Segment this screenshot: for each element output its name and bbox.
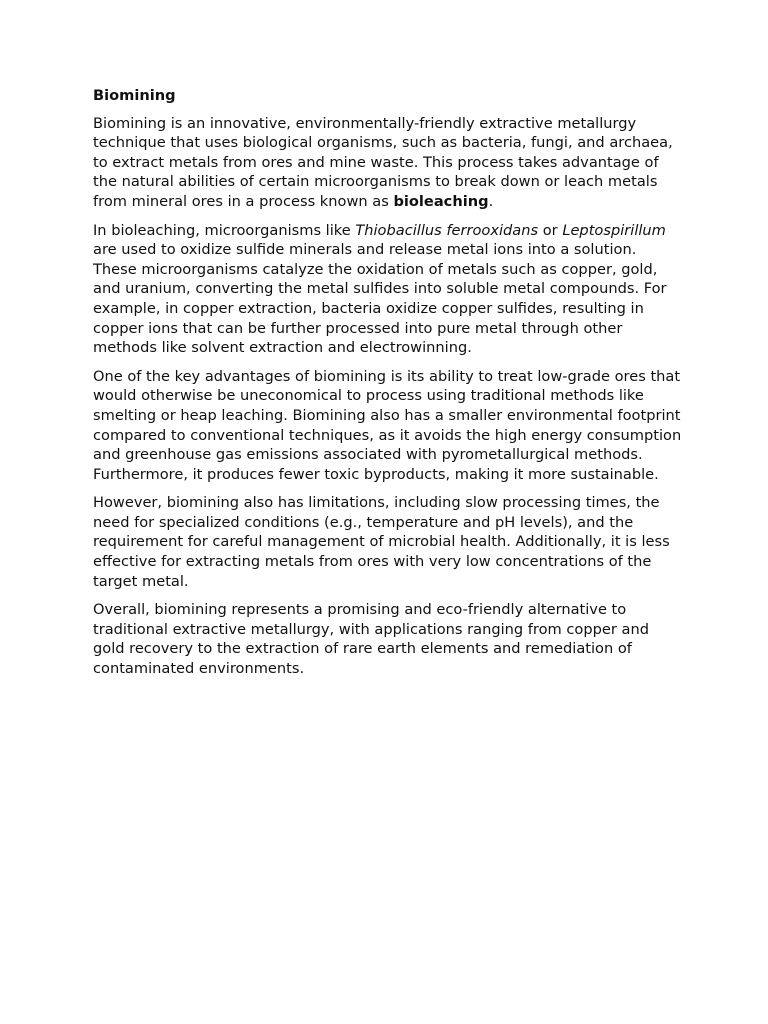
document-page — [93, 86, 683, 688]
document-title: Biomining — [93, 87, 176, 104]
paragraph-bioleaching-mid: or — [538, 221, 563, 239]
species-leptospirillum: Leptospirillum — [562, 221, 666, 239]
term-bioleaching: bioleaching — [393, 192, 489, 210]
paragraph-intro — [93, 114, 683, 212]
paragraph-bioleaching-rest: are used to oxidize sulfide minerals and release metal ions into a solution. These microorganisms catalyze the oxidation of metals such as copper, gold, and uranium, converting the metal sulfides into soluble metal compounds. For example, in copper extraction, bacteria oxidize copper sulfides, resulting in copper ions that can be further processed into pure metal through other methods like solvent extraction and electrowinning. — [93, 241, 667, 357]
paragraph-bioleaching-start: In bioleaching, microorganisms like — [93, 221, 356, 239]
species-thiobacillus: Thiobacillus ferrooxidans — [355, 221, 539, 239]
paragraph-advantages: One of the key advantages of biomining is its ability to treat low-grade ores that would otherwise be uneconomical to process using traditional methods like smelting or heap leaching. Biomining also has a smaller environmental footprint compared to conventional techniques, as it avoids the high energy consumption and greenhouse gas emissions associated with pyrometallurgical methods. Furthermore, it produces fewer toxic byproducts, making it more sustainable. — [93, 367, 682, 483]
paragraph-overall: Overall, biomining represents a promising and eco-friendly alternative to traditional extractive metallurgy, with applications ranging from copper and gold recovery to the extraction of rare earth elements and remediation of contaminated environments. — [93, 601, 649, 678]
paragraph-intro-end: . — [488, 192, 494, 210]
paragraph-limitations: However, biomining also has limitations, including slow processing times, the need for specialized conditions (e.g., temperature and pH levels), and the requirement for careful management of microbial health. Additionally, it is less effective for extracting metals from ores with very low concentrations of the target metal. — [93, 494, 670, 590]
paragraph-bioleaching — [93, 221, 683, 358]
paragraph-intro-text: Biomining is an innovative, environmentally-friendly extractive metallurgy technique that uses biological organisms, such as bacteria, fungi, and archaea, to extract metals from ores and mine waste. This process takes advantage of the natural abilities of certain microorganisms to break down or leach metals from mineral ores in a process known as — [93, 114, 673, 210]
